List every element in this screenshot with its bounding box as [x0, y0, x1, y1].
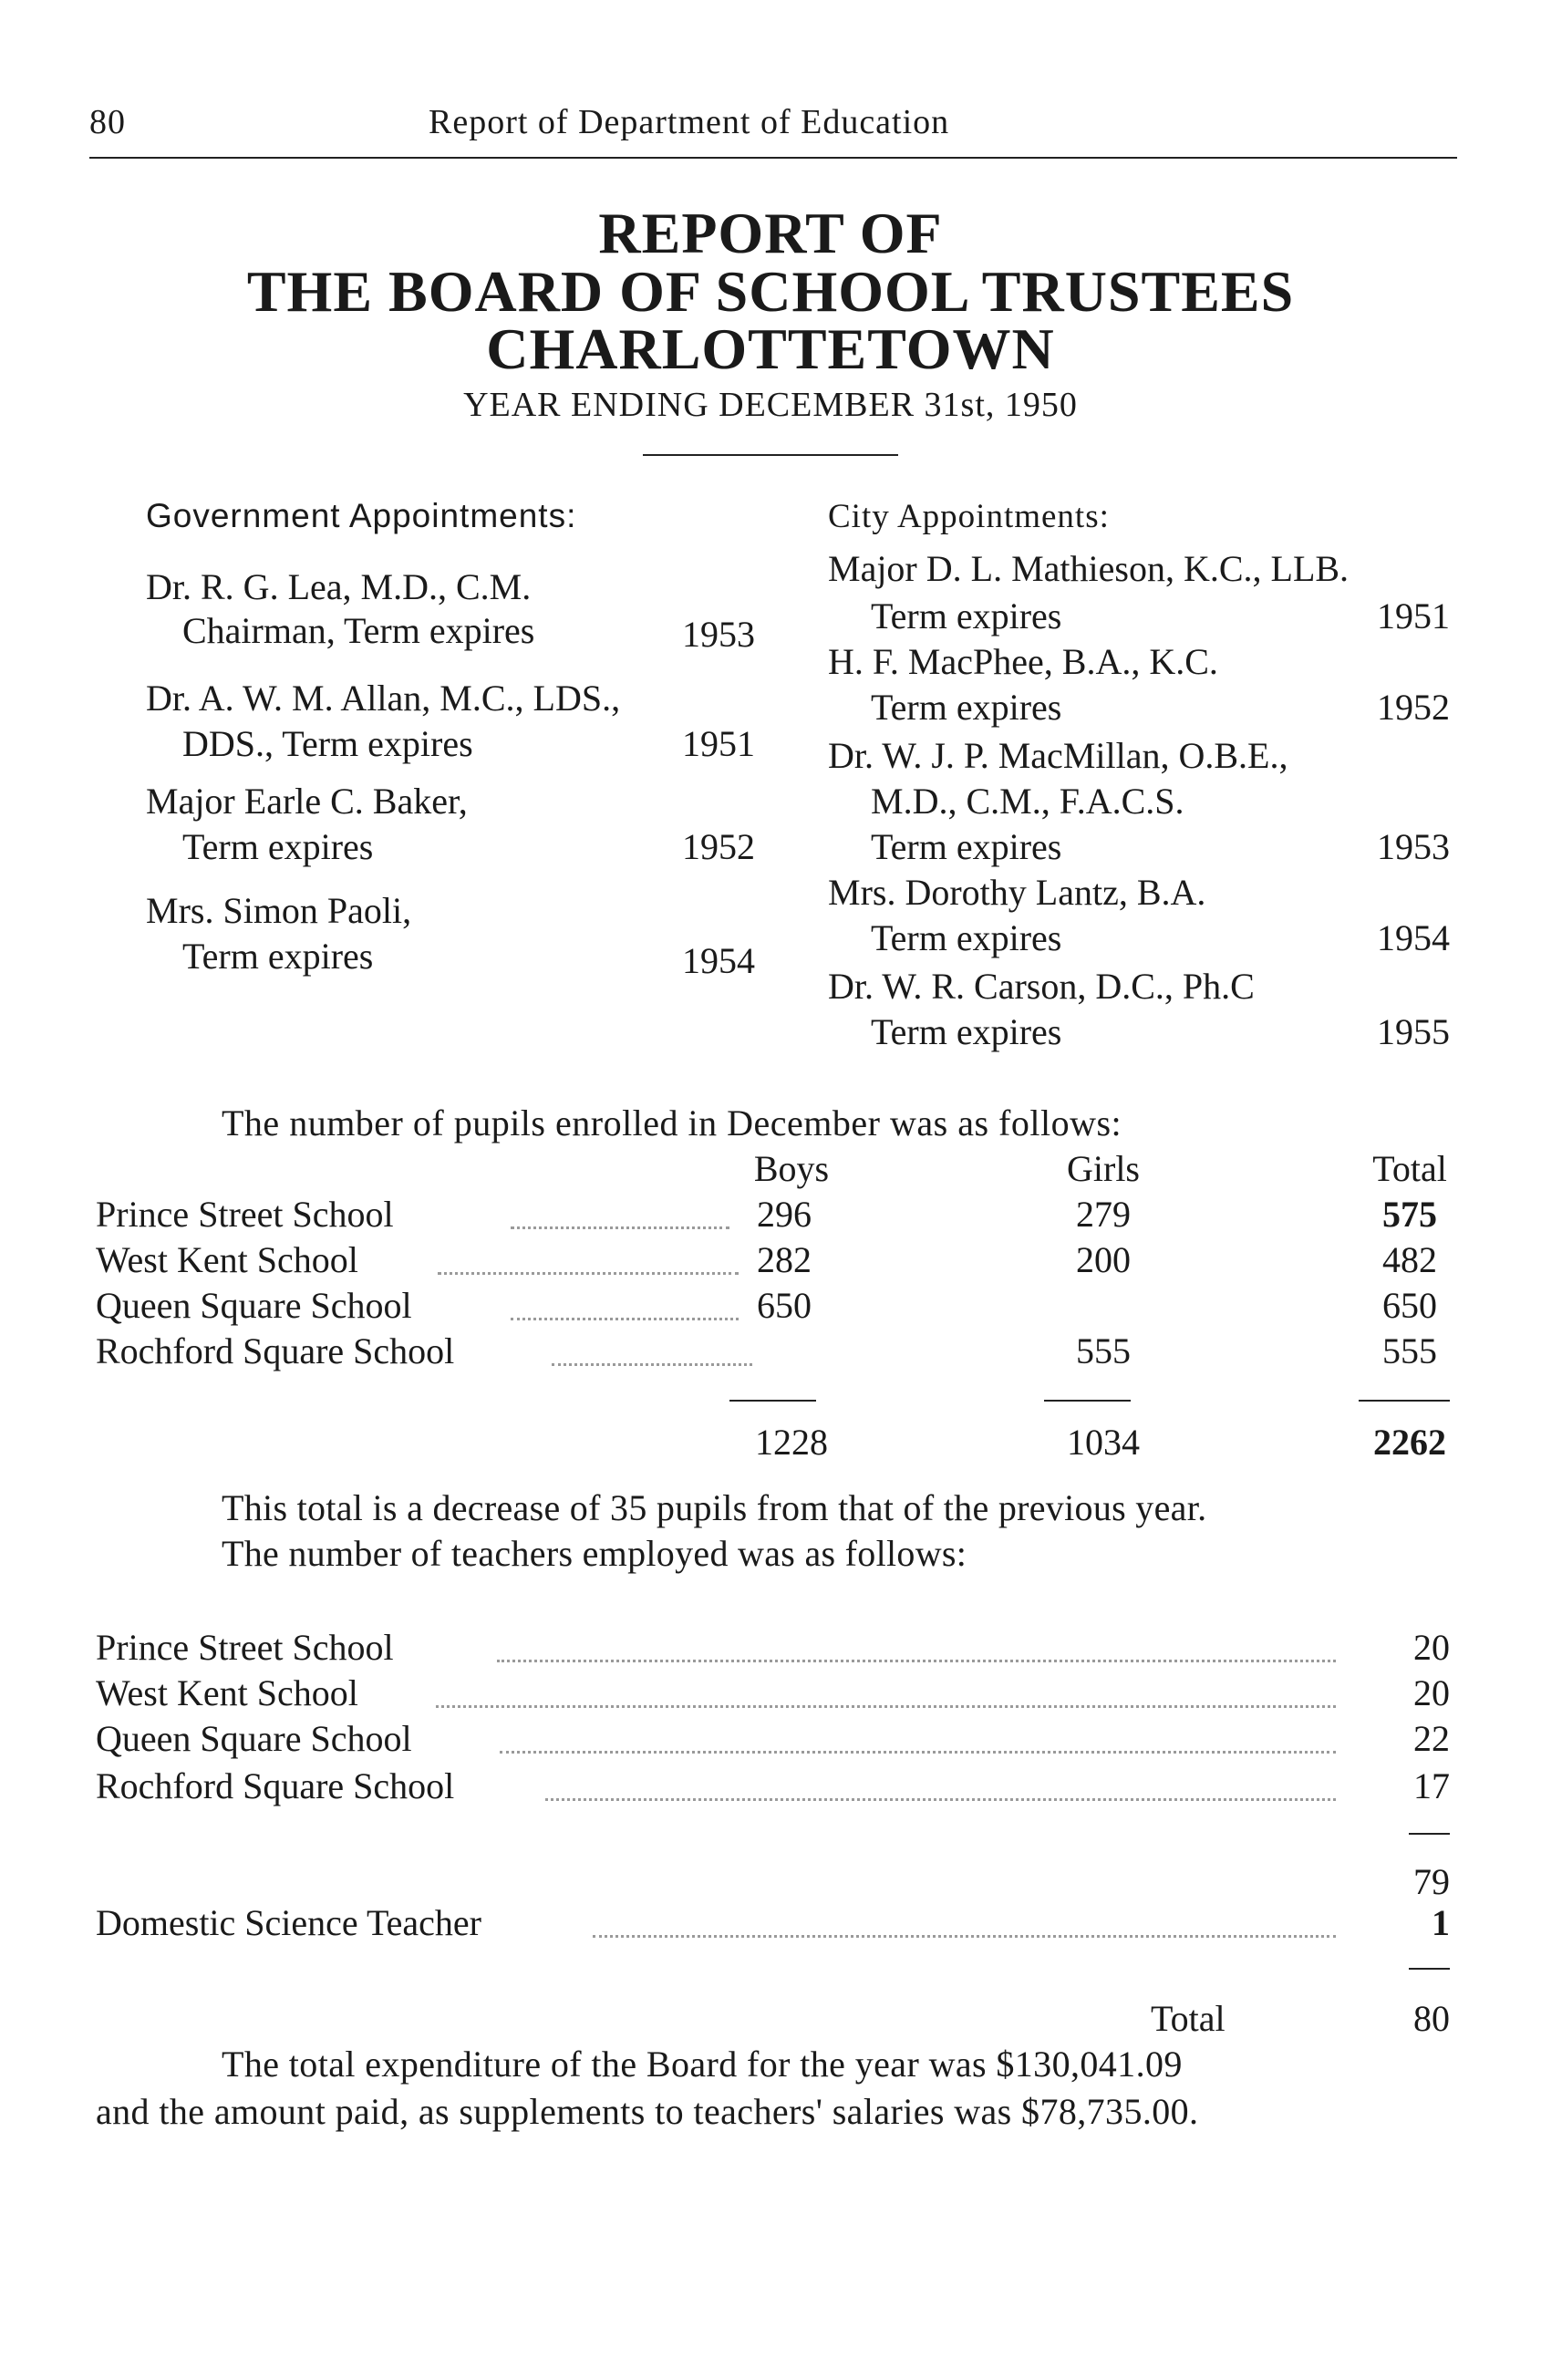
city-line: Term expires	[871, 1011, 1062, 1052]
city-line: Term expires	[871, 687, 1062, 728]
gov-line: Chairman, Term expires	[182, 610, 535, 651]
dot-leader	[552, 1363, 752, 1366]
enrolment-total: 555	[1382, 1330, 1437, 1371]
gov-line: Term expires	[182, 936, 374, 977]
teacher-count: 20	[1413, 1672, 1450, 1713]
enrolment-boys: 650	[757, 1285, 812, 1326]
expenditure-line2: and the amount paid, as supplements to teachers' salaries was $78,735.00.	[96, 2091, 1199, 2132]
dot-leader	[500, 1751, 1336, 1754]
teacher-count: 17	[1413, 1765, 1450, 1806]
dot-leader	[497, 1660, 1336, 1662]
col-header-total: Total	[1372, 1148, 1447, 1189]
sum-rule	[1359, 1400, 1450, 1402]
enrolment-school: Prince Street School	[96, 1194, 394, 1235]
enrolment-school: Rochford Square School	[96, 1330, 455, 1371]
expenditure-line1: The total expenditure of the Board for the year was $130,041.09	[222, 2044, 1183, 2085]
city-term-year: 1954	[1377, 917, 1450, 958]
gov-term-year: 1953	[682, 614, 755, 655]
sum-rule	[729, 1400, 816, 1402]
dot-leader	[511, 1318, 739, 1320]
col-header-girls: Girls	[1067, 1148, 1140, 1189]
dot-leader	[436, 1705, 1336, 1708]
gov-line: Dr. A. W. M. Allan, M.C., LDS.,	[146, 678, 621, 719]
gov-line: Dr. R. G. Lea, M.D., C.M.	[146, 566, 532, 607]
city-line: Term expires	[871, 826, 1062, 867]
city-line: Dr. W. R. Carson, D.C., Ph.C	[828, 966, 1255, 1007]
enrolment-intro: The number of pupils enrolled in December was as follows:	[222, 1102, 1122, 1143]
domestic-science-count: 1	[1432, 1902, 1450, 1943]
city-line: Term expires	[871, 595, 1062, 636]
sum-rule	[1409, 1833, 1450, 1835]
teacher-total-label: Total	[1151, 1998, 1226, 2039]
city-line: Dr. W. J. P. MacMillan, O.B.E.,	[828, 735, 1288, 776]
teacher-school: Prince Street School	[96, 1627, 394, 1668]
gov-term-year: 1954	[682, 940, 755, 981]
dot-leader	[438, 1272, 739, 1275]
enrolment-total: 575	[1382, 1194, 1437, 1235]
city-line: Mrs. Dorothy Lantz, B.A.	[828, 872, 1206, 913]
enrolment-school: West Kent School	[96, 1239, 358, 1280]
gov-term-year: 1951	[682, 723, 755, 764]
sum-rule	[1044, 1400, 1131, 1402]
title-rule	[643, 454, 898, 456]
enrolment-girls: 200	[1076, 1239, 1131, 1280]
city-term-year: 1955	[1377, 1011, 1450, 1052]
gov-term-year: 1952	[682, 826, 755, 867]
report-subtitle: YEAR ENDING DECEMBER 31st, 1950	[463, 386, 1078, 424]
city-term-year: 1951	[1377, 595, 1450, 636]
enrolment-boys: 296	[757, 1194, 812, 1235]
dot-leader	[511, 1226, 729, 1229]
gov-line: Term expires	[182, 826, 374, 867]
teacher-count: 20	[1413, 1627, 1450, 1668]
government-heading: Government Appointments:	[146, 497, 577, 534]
city-line: H. F. MacPhee, B.A., K.C.	[828, 641, 1218, 682]
report-title-line2: THE BOARD OF SCHOOL TRUSTEES	[246, 259, 1295, 324]
teacher-subtotal: 79	[1413, 1861, 1450, 1902]
teacher-school: West Kent School	[96, 1672, 358, 1713]
enrolment-boys: 282	[757, 1239, 812, 1280]
running-title: Report of Department of Education	[429, 103, 950, 141]
teacher-total: 80	[1413, 1998, 1450, 2039]
report-title-line3: CHARLOTTETOWN	[486, 316, 1055, 381]
domestic-science-label: Domestic Science Teacher	[96, 1902, 481, 1943]
enrolment-girls: 279	[1076, 1194, 1131, 1235]
sum-rule	[1409, 1968, 1450, 1970]
city-line: Major D. L. Mathieson, K.C., LLB.	[828, 548, 1350, 589]
city-term-year: 1953	[1377, 826, 1450, 867]
teacher-count: 22	[1413, 1718, 1450, 1759]
teacher-school: Rochford Square School	[96, 1765, 455, 1806]
dot-leader	[545, 1798, 1336, 1801]
gov-line: DDS., Term expires	[182, 723, 473, 764]
enrolment-total: 650	[1382, 1285, 1437, 1326]
page-number: 80	[89, 103, 126, 141]
header-rule	[89, 157, 1457, 159]
gov-line: Major Earle C. Baker,	[146, 781, 468, 822]
gov-line: Mrs. Simon Paoli,	[146, 890, 412, 931]
enrolment-boys-total: 1228	[755, 1422, 828, 1463]
teacher-school: Queen Square School	[96, 1718, 412, 1759]
dot-leader	[593, 1935, 1336, 1938]
decrease-sentence: This total is a decrease of 35 pupils from that of the previous year.	[222, 1487, 1207, 1528]
city-term-year: 1952	[1377, 687, 1450, 728]
city-line: M.D., C.M., F.A.C.S.	[871, 781, 1184, 822]
col-header-boys: Boys	[753, 1148, 830, 1189]
teachers-intro: The number of teachers employed was as follows:	[222, 1533, 967, 1574]
enrolment-girls: 555	[1076, 1330, 1131, 1371]
enrolment-total: 482	[1382, 1239, 1437, 1280]
city-heading: City Appointments:	[828, 498, 1110, 535]
enrolment-grand-total: 2262	[1373, 1422, 1446, 1463]
enrolment-girls-total: 1034	[1067, 1422, 1140, 1463]
enrolment-school: Queen Square School	[96, 1285, 412, 1326]
report-title-line1: REPORT OF	[598, 201, 943, 265]
city-line: Term expires	[871, 917, 1062, 958]
